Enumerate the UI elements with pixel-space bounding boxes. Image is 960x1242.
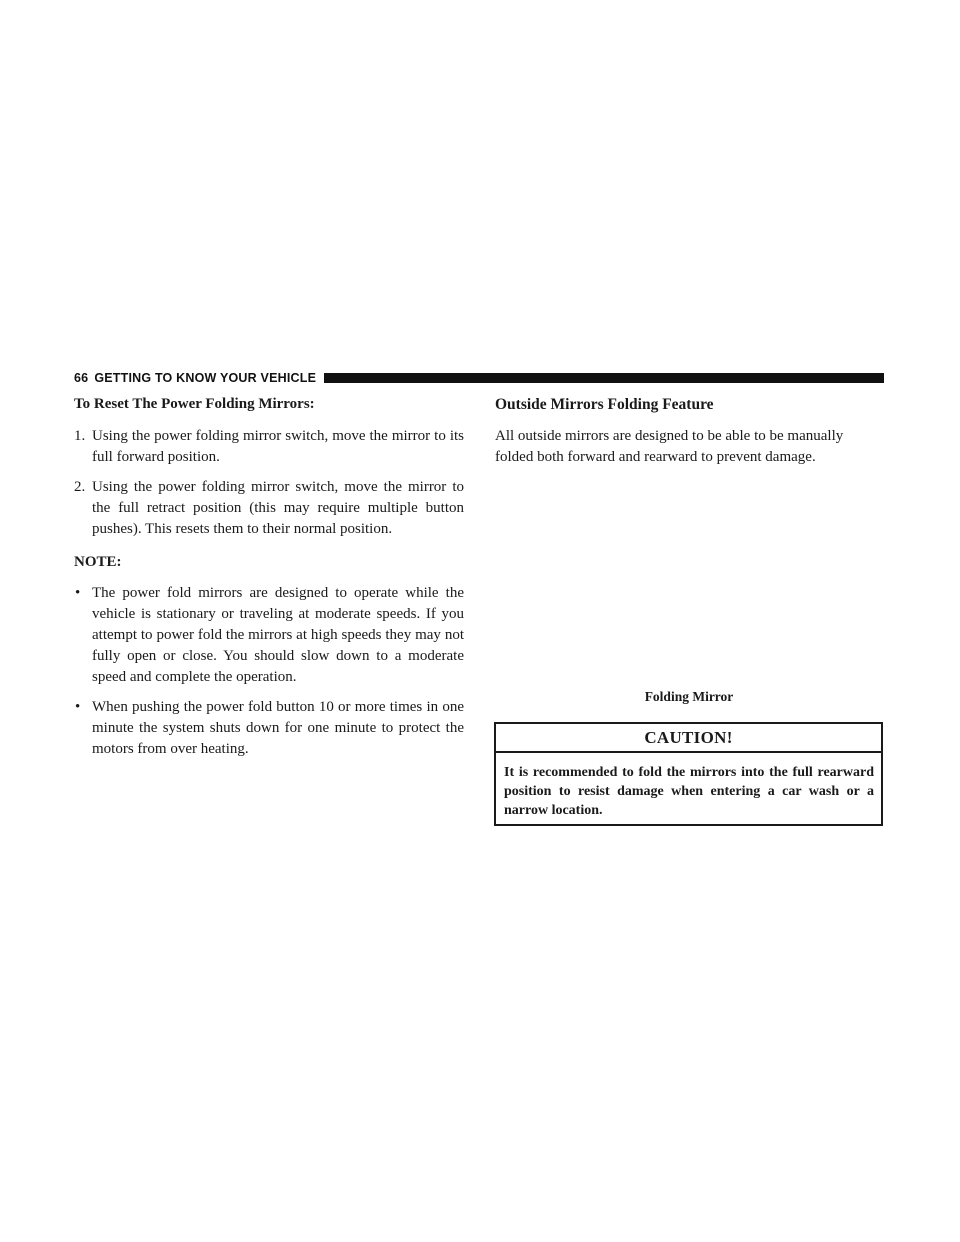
header-rule xyxy=(324,373,884,383)
section-title: GETTING TO KNOW YOUR VEHICLE xyxy=(94,371,317,385)
reset-mirrors-heading: To Reset The Power Folding Mirrors: xyxy=(74,396,315,412)
folding-feature-paragraph: All outside mirrors are designed to be able to be manually folded both forward and rearward to prevent damage. xyxy=(495,428,844,465)
page-header xyxy=(74,370,884,386)
step-item xyxy=(74,426,464,468)
step-number: 1. xyxy=(74,428,86,444)
left-column xyxy=(74,394,464,769)
bullet-icon: • xyxy=(75,699,81,715)
right-column xyxy=(495,394,883,476)
folding-feature-heading: Outside Mirrors Folding Feature xyxy=(495,396,714,413)
page-number: 66 xyxy=(74,371,89,385)
step-number: 2. xyxy=(74,479,86,495)
note-text: When pushing the power fold button 10 or more times in one minute the system shuts down for one minute to protect the motors from over heating. xyxy=(92,699,464,757)
figure-caption: Folding Mirror xyxy=(644,689,734,704)
note-item xyxy=(74,697,464,760)
note-item xyxy=(74,583,464,688)
step-text: Using the power folding mirror switch, move the mirror to its full forward position. xyxy=(92,428,464,465)
caution-box xyxy=(494,722,883,826)
step-item xyxy=(74,477,464,540)
caution-title: CAUTION! xyxy=(496,724,881,753)
note-text: The power fold mirrors are designed to operate while the vehicle is stationary or traveling at moderate speeds. If you attempt to power fold the mirrors at high speeds they may not fully open or close. You should slow down to a moderate speed and complete the operation. xyxy=(92,585,464,685)
caution-text: It is recommended to fold the mirrors into the full rearward position to resist damage when entering a car wash or a narrow location. xyxy=(504,765,874,818)
folding-mirror-figure xyxy=(495,470,883,680)
bullet-icon: • xyxy=(75,585,81,601)
step-text: Using the power folding mirror switch, move the mirror to the full retract position (this may require multiple button pushes). This resets them to their normal position. xyxy=(92,479,464,537)
note-label: NOTE: xyxy=(74,554,122,570)
